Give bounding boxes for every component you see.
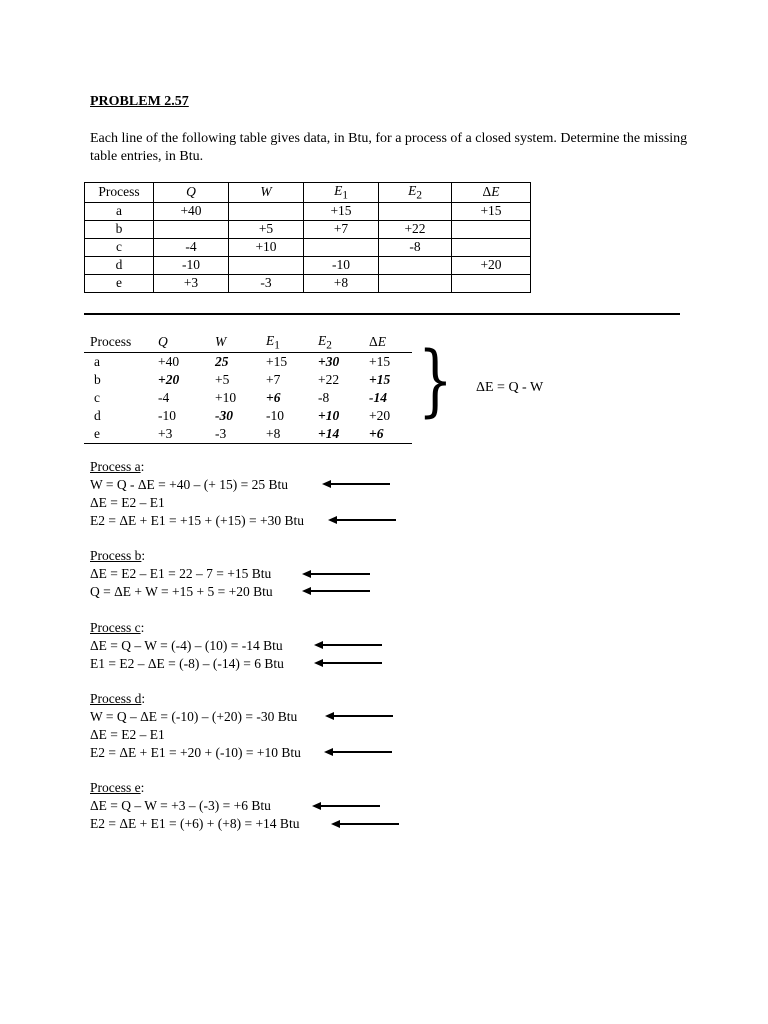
brace: } — [418, 336, 453, 426]
header-cell: W — [229, 183, 304, 203]
process-d-section: Process d: W = Q – ΔE = (-10) – (+20) = -30 Btu ΔE = E2 – E1 E2 = ΔE + E1 = +20 + (-10) = +10 Btu — [90, 691, 301, 760]
header-cell: Q — [154, 183, 229, 203]
equation-line: Q = ΔE + W = +15 + 5 = +20 Btu — [90, 584, 273, 599]
table-row: b +5 +7 +22 — [85, 220, 531, 238]
arrow-icon — [314, 641, 382, 649]
table-row: a +40 +15 +15 — [85, 202, 531, 220]
arrow-icon — [325, 712, 393, 720]
equation-line: ΔE = E2 – E1 = 22 – 7 = +15 Btu — [90, 566, 272, 581]
arrow-icon — [328, 516, 396, 524]
header-cell: Q — [152, 333, 209, 352]
process-heading: Process b — [90, 548, 142, 563]
equation-line: ΔE = Q – W = (-4) – (10) = -14 Btu — [90, 638, 283, 653]
process-b-section: Process b: ΔE = E2 – E1 = 22 – 7 = +15 Btu Q = ΔE + W = +15 + 5 = +20 Btu — [90, 548, 273, 599]
equation-line: E2 = ΔE + E1 = +15 + (+15) = +30 Btu — [90, 513, 304, 528]
process-a-section: Process a: W = Q - ΔE = +40 – (+ 15) = 25 Btu ΔE = E2 – E1 E2 = ΔE + E1 = +15 + (+15) = +30 Btu — [90, 459, 304, 528]
process-heading: Process e — [90, 780, 141, 795]
equation-line: ΔE = E2 – E1 — [90, 495, 165, 510]
problem-title: PROBLEM 2.57 — [90, 94, 189, 109]
arrow-icon — [331, 820, 399, 828]
energy-balance-formula: ΔE = Q - W — [476, 380, 544, 395]
arrow-icon — [302, 570, 370, 578]
table-row: c -4 +10 -8 — [85, 238, 531, 256]
table-row: d -10 -10 +20 — [85, 256, 531, 274]
process-heading: Process d — [90, 691, 142, 706]
table-row: d -10 -30 -10 +10 +20 — [94, 407, 391, 423]
equation-line: W = Q - ΔE = +40 – (+ 15) = 25 Btu — [90, 477, 288, 492]
header-cell: $E_1$ — [260, 333, 312, 352]
table-row: b +20 +5 +7 +22 +15 — [94, 371, 391, 387]
problem-statement: Each line of the following table gives data, in Btu, for a process of a closed system. Determine the missing table entries, in Btu. — [90, 131, 688, 164]
process-heading: Process a — [90, 459, 141, 474]
table-header-row — [84, 333, 412, 352]
header-cell: $E_2$ — [312, 333, 363, 352]
header-cell: $E_2$ — [379, 183, 452, 203]
header-cell: ΔE — [452, 183, 531, 203]
process-c-section: Process c: ΔE = Q – W = (-4) – (10) = -14 Btu E1 = E2 – ΔE = (-8) – (-14) = 6 Btu — [90, 620, 284, 671]
arrow-icon — [314, 659, 382, 667]
header-cell: W — [209, 333, 260, 352]
arrow-icon — [324, 748, 392, 756]
equation-line: E2 = ΔE + E1 = (+6) + (+8) = +14 Btu — [90, 816, 300, 831]
header-cell: $E_1$ — [304, 183, 379, 203]
solution-table — [84, 333, 412, 444]
arrow-icon — [312, 802, 380, 810]
table-row: a +40 25 +15 +30 +15 — [94, 353, 391, 369]
divider — [84, 313, 680, 315]
table-row: c -4 +10 +6 -8 -14 — [94, 389, 387, 405]
table-row: e +3 -3 +8 — [85, 274, 531, 292]
arrow-icon — [322, 480, 390, 488]
equation-line: E1 = E2 – ΔE = (-8) – (-14) = 6 Btu — [90, 656, 284, 671]
given-data-table — [84, 182, 531, 293]
process-e-section: Process e: ΔE = Q – W = +3 – (-3) = +6 Btu E2 = ΔE + E1 = (+6) + (+8) = +14 Btu — [90, 780, 300, 831]
table-header-row — [85, 183, 531, 203]
equation-line: W = Q – ΔE = (-10) – (+20) = -30 Btu — [90, 709, 298, 724]
equation-line: ΔE = E2 – E1 — [90, 727, 165, 742]
equation-line: E2 = ΔE + E1 = +20 + (-10) = +10 Btu — [90, 745, 301, 760]
process-heading: Process c — [90, 620, 141, 635]
arrow-icon — [302, 587, 370, 595]
header-cell: ΔE — [363, 333, 412, 352]
header-cell: Process — [84, 333, 152, 352]
table-row: e +3 -3 +8 +14 +6 — [84, 425, 412, 444]
header-cell: Process — [85, 183, 154, 203]
equation-line: ΔE = Q – W = +3 – (-3) = +6 Btu — [90, 798, 271, 813]
